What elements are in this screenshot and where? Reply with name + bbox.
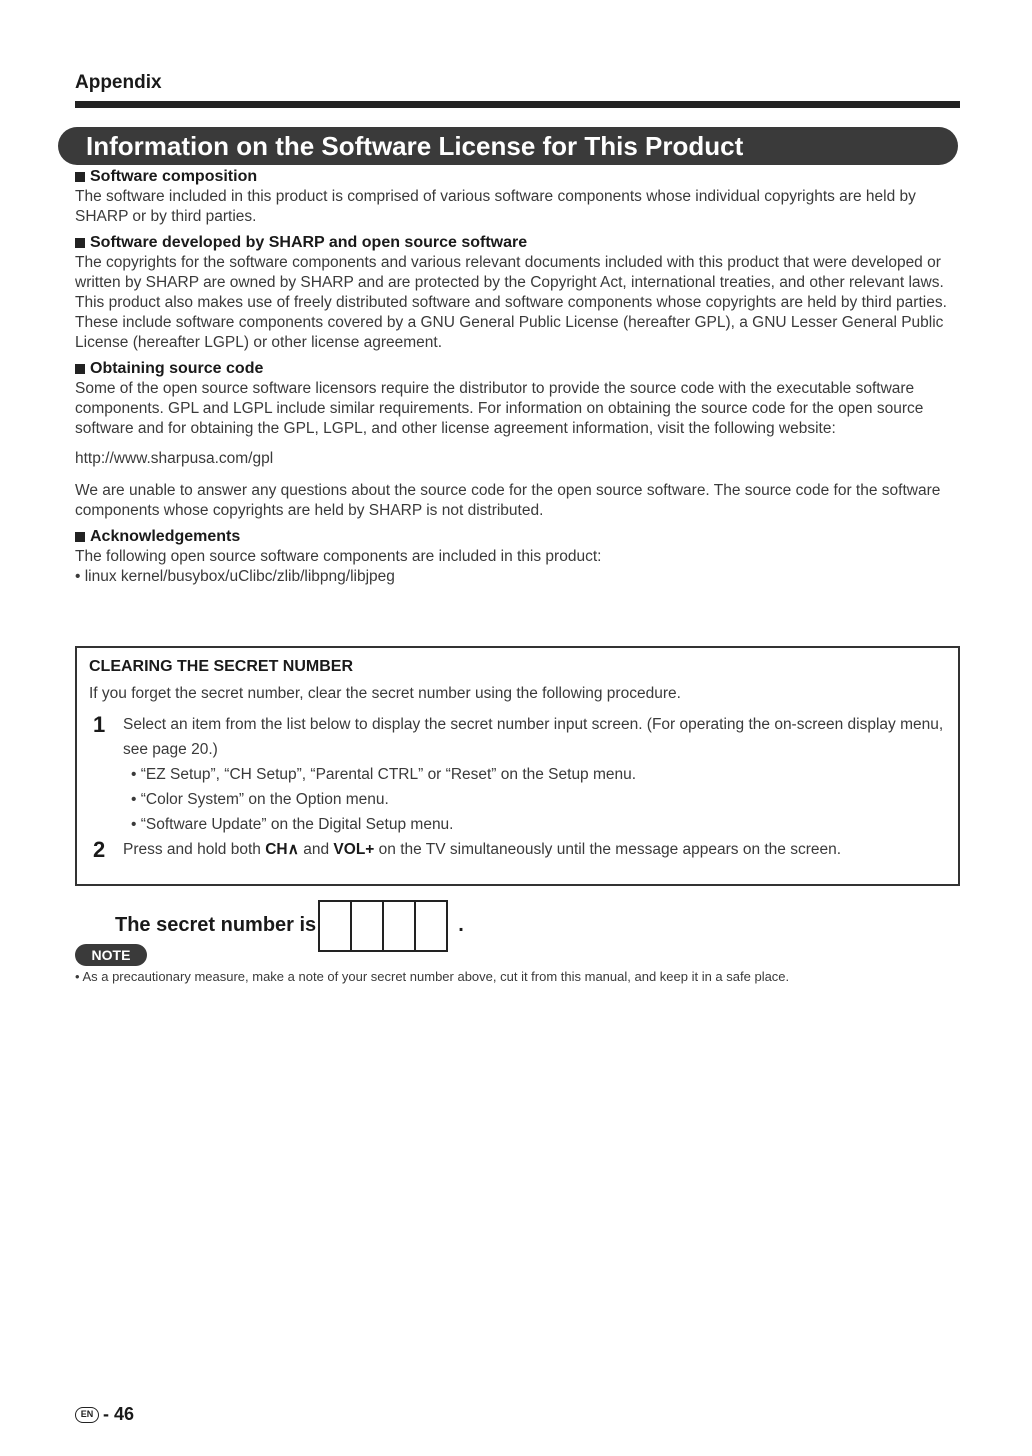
page-footer bbox=[75, 1404, 134, 1425]
clearing-secret-number-box bbox=[75, 646, 960, 886]
secret-number-period: . bbox=[458, 914, 464, 936]
heading-sharp-open-source: Software developed by SHARP and open source software bbox=[75, 233, 960, 253]
vol-up-key: VOL+ bbox=[333, 841, 375, 858]
main-content bbox=[75, 167, 960, 593]
ch-up-key: CH∧ bbox=[265, 841, 299, 858]
paragraph: The following open source software components are included in this product: bbox=[75, 548, 602, 565]
page-title-banner: Information on the Software License for This Product bbox=[58, 127, 958, 165]
square-bullet-icon bbox=[75, 364, 85, 374]
square-bullet-icon bbox=[75, 172, 85, 182]
paragraph: Some of the open source software licensors require the distributor to provide the source code with the executable software components. GPL and LGPL include similar requirements. For information on obtaining the source code for the open source software and for obtaining the GPL, LGPL, and other license agreement information, visit the following website: bbox=[75, 380, 924, 437]
step-text: Select an item from the list below to display the secret number input screen. (For operating the on-screen display menu, see page 20.) bbox=[123, 716, 944, 758]
language-badge: EN bbox=[75, 1407, 99, 1423]
secret-digit-box bbox=[350, 900, 384, 952]
paragraph: The copyrights for the software components and various relevant documents included with this product that were developed or written by SHARP are owned by SHARP and are protected by the Copyright Act, international treaties, and other relevant laws. This product also makes use of freely distributed software and software components whose copyrights are held by third parties. These include software components covered by a GNU General Public License (hereafter GPL), a GNU Lesser General Public License (hereafter LGPL) or other license agreement. bbox=[75, 254, 947, 351]
section-label: Appendix bbox=[75, 72, 162, 93]
menu-bullet: • “Software Update” on the Digital Setup menu. bbox=[131, 816, 454, 833]
paragraph: The software included in this product is comprised of various software components whose individual copyrights are held by SHARP or by third parties. bbox=[75, 188, 916, 225]
secret-digit-box bbox=[318, 900, 352, 952]
note-text: • As a precautionary measure, make a note of your secret number above, cut it from this manual, and keep it in a safe place. bbox=[75, 969, 790, 984]
square-bullet-icon bbox=[75, 532, 85, 542]
component-list-item: • linux kernel/busybox/uClibc/zlib/libpng/libjpeg bbox=[75, 568, 395, 585]
step-text: Press and hold both CH∧ and VOL+ on the TV simultaneously until the message appears on the screen. bbox=[123, 841, 842, 858]
secret-number-label: The secret number is bbox=[115, 914, 317, 936]
page-number: - 46 bbox=[103, 1404, 135, 1424]
paragraph: We are unable to answer any questions about the source code for the open source software. The source code for the software components whose copyrights are held by SHARP is not distributed. bbox=[75, 482, 941, 519]
box-title: CLEARING THE SECRET NUMBER bbox=[89, 658, 354, 675]
gpl-url-link[interactable]: http://www.sharpusa.com/gpl bbox=[75, 450, 274, 467]
box-intro: If you forget the secret number, clear the secret number using the following procedure. bbox=[89, 685, 681, 702]
step-1 bbox=[89, 712, 946, 762]
menu-bullet: • “EZ Setup”, “CH Setup”, “Parental CTRL” or “Reset” on the Setup menu. bbox=[131, 766, 637, 783]
step-number: 1 bbox=[93, 712, 106, 737]
step-number: 2 bbox=[93, 837, 106, 862]
menu-bullet: • “Color System” on the Option menu. bbox=[131, 791, 389, 808]
header-rule bbox=[75, 101, 960, 108]
heading-software-composition: Software composition bbox=[75, 167, 960, 187]
heading-obtaining-source: Obtaining source code bbox=[75, 359, 960, 379]
heading-acknowledgements: Acknowledgements bbox=[75, 527, 960, 547]
secret-digit-box bbox=[382, 900, 416, 952]
secret-digit-box bbox=[414, 900, 448, 952]
note-badge: NOTE bbox=[75, 944, 147, 966]
secret-number-row bbox=[115, 900, 464, 952]
step-2 bbox=[89, 837, 946, 862]
square-bullet-icon bbox=[75, 238, 85, 248]
